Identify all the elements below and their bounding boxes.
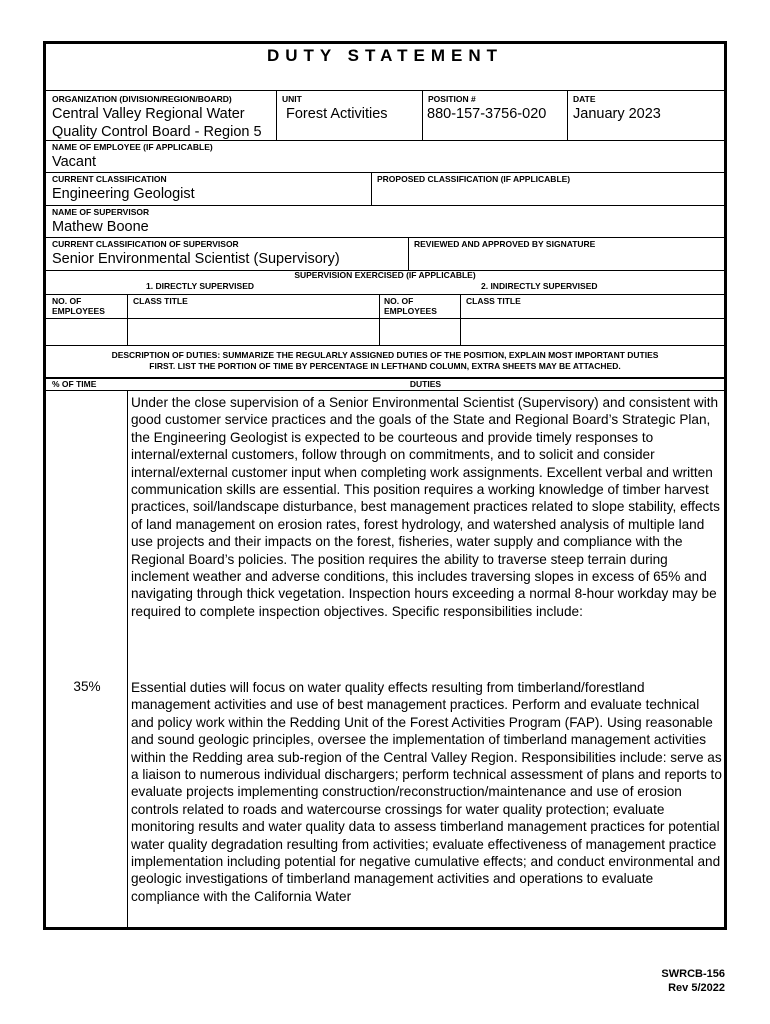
no-of-employees-label: NO. OF [384, 296, 414, 306]
class-title-label: CLASS TITLE [466, 296, 521, 306]
divider [46, 318, 724, 319]
divider [46, 205, 724, 206]
divider [46, 390, 724, 391]
position-value: 880-157-3756-020 [427, 106, 547, 122]
percent-time-header: % OF TIME [52, 379, 97, 389]
organization-label: ORGANIZATION (DIVISION/REGION/BOARD) [52, 94, 232, 104]
current-classification-value: Engineering Geologist [52, 186, 195, 202]
form-revision: Rev 5/2022 [668, 982, 725, 994]
divider [567, 90, 568, 140]
form-title: DUTY STATEMENT [266, 46, 504, 65]
no-of-employees-label: NO. OF [52, 296, 82, 306]
divider [276, 90, 277, 140]
no-of-employees-label: EMPLOYEES [384, 306, 437, 316]
divider [46, 90, 724, 91]
duty-percent: 35% [73, 679, 101, 694]
form-id: SWRCB-156 [661, 968, 725, 980]
duty-paragraph: Essential duties will focus on water quality effects resulting from timberland/forestland management activities and use of best management practices. Perform and evaluate technical and policy work within the Redding Unit of the Forest Activities Program (FAP). Using reasonable and sound geologic principles, oversee the implementation of timberland management activities within the Redding area sub-region of the Central Valley Region. Responsibilities include: serve as a liaison to numerous individual dischargers; perform technical assessment of plans and reports to evaluate projects implementing construction/reconstruction/maintenance and use of erosion controls related to roads and watercourse crossings for water quality protection; evaluate monitoring results and water quality data to assess timberland management practices for potential water quality degradation resulting from activities; evaluate effectiveness of management practice implementation including potential for negative cumulative effects; and conduct environmental and geologic investigations of timberland management activities and operations to evaluate compliance with the California Water [131, 680, 722, 904]
employee-value: Vacant [52, 154, 97, 170]
indirectly-supervised-heading: 2. INDIRECTLY SUPERVISED [481, 281, 598, 291]
duties-header: DUTIES [409, 379, 442, 389]
divider [408, 237, 409, 270]
duty-statement-form [43, 41, 727, 930]
supervisor-classification-label: CURRENT CLASSIFICATION OF SUPERVISOR [52, 239, 239, 249]
position-label: POSITION # [428, 94, 476, 104]
unit-value: Forest Activities [286, 106, 388, 122]
reviewed-label: REVIEWED AND APPROVED BY SIGNATURE [414, 239, 596, 249]
divider [460, 294, 461, 345]
description-instructions: FIRST. LIST THE PORTION OF TIME BY PERCENTAGE IN LEFTHAND COLUMN, EXTRA SHEETS MAY BE ATTACHED. [149, 361, 621, 371]
form-footer [661, 967, 725, 995]
date-value: January 2023 [573, 106, 661, 122]
divider [46, 345, 724, 346]
proposed-classification-label: PROPOSED CLASSIFICATION (IF APPLICABLE) [377, 174, 571, 184]
divider [422, 90, 423, 140]
divider [46, 172, 724, 173]
divider [379, 294, 380, 345]
supervisor-classification-value: Senior Environmental Scientist (Supervisory) [52, 251, 340, 267]
unit-label: UNIT [282, 94, 302, 104]
divider [127, 390, 128, 930]
duty-paragraph: Under the close supervision of a Senior Environmental Scientist (Supervisory) and consistent with good customer service practices and the goals of the State and Regional Board’s Strategic Plan, the Engineering Geologist is expected to be courteous and provide timely responses to internal/external customers, follow through on commitments, and to solicit and consider internal/external customer input when completing work assignments. Excellent verbal and written communication skills are essential. This position requires a working knowledge of timber harvest practices, soil/landscape disturbance, best management practices related to slope stability, effects of land management on erosion rates, forest hydrology, and watershed analysis of multiple land use projects and their impacts on the forest, fisheries, water supply and compliance with the Regional Board’s policies. The position requires the ability to traverse steep terrain during inclement weather and adverse conditions, this includes traversing slopes in excess of 65% and navigating through thick vegetation. Inspection hours exceeding a normal 8-hour workday may be required to complete inspection objectives. Specific responsibilities include: [131, 395, 720, 619]
supervisor-label: NAME OF SUPERVISOR [52, 207, 150, 217]
no-of-employees-label: EMPLOYEES [52, 306, 105, 316]
divider [46, 237, 724, 238]
supervision-heading: SUPERVISION EXERCISED (IF APPLICABLE) [294, 270, 476, 280]
organization-value: Quality Control Board - Region 5 [52, 124, 262, 140]
description-instructions: DESCRIPTION OF DUTIES: SUMMARIZE THE REGULARLY ASSIGNED DUTIES OF THE POSITION, EXPLAIN MOST IMPORTANT DUTIES [111, 350, 659, 360]
directly-supervised-heading: 1. DIRECTLY SUPERVISED [146, 281, 255, 291]
divider [46, 294, 724, 295]
divider [371, 172, 372, 205]
supervisor-value: Mathew Boone [52, 219, 149, 235]
date-label: DATE [573, 94, 596, 104]
divider [127, 294, 128, 345]
current-classification-label: CURRENT CLASSIFICATION [52, 174, 167, 184]
class-title-label: CLASS TITLE [133, 296, 188, 306]
employee-label: NAME OF EMPLOYEE (IF APPLICABLE) [52, 142, 213, 152]
organization-value: Central Valley Regional Water [52, 106, 245, 122]
